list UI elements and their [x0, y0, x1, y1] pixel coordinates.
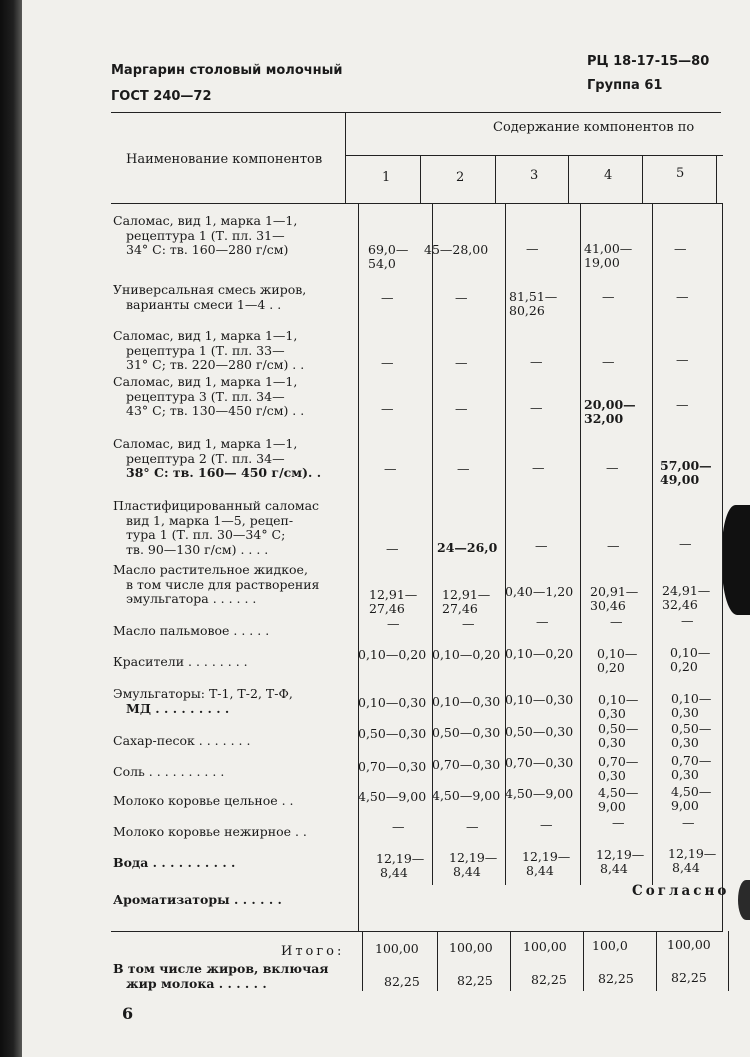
table-divider: [568, 155, 569, 203]
component-name: Ароматизаторы . . . . . .: [113, 892, 282, 907]
table-cell: 45—28,00: [424, 242, 489, 257]
table-cell: 20,91— 30,46: [590, 584, 639, 613]
table-cell: 0,50— 0,30: [671, 721, 712, 750]
component-name: Молоко коровье нежирное . .: [113, 824, 307, 839]
table-cell: 0,10—0,30: [505, 692, 574, 707]
table-cell: 41,00— 19,00: [584, 241, 633, 270]
table-cell: —: [392, 819, 405, 834]
component-name: Соль . . . . . . . . . .: [113, 764, 225, 779]
column-number: 1: [382, 170, 391, 185]
table-cell: 4,50—9,00: [505, 786, 574, 801]
table-cell: —: [530, 400, 543, 415]
page-number: 6: [122, 1004, 134, 1023]
fat-value: 82,25: [384, 974, 420, 989]
standard-code: ГОСТ 240—72: [111, 89, 212, 104]
table-divider: [345, 112, 346, 204]
group-label: Группа 61: [587, 78, 663, 93]
table-divider: [716, 155, 717, 203]
table-cell: 4,50—9,00: [358, 789, 427, 804]
component-name: Масло растительное жидкое, в том числе для растворения эмульгатора . . . . . .: [113, 562, 320, 606]
fat-value: 82,25: [457, 973, 493, 988]
table-cell: —: [535, 538, 548, 553]
table-divider: [580, 203, 581, 885]
table-cell: —: [676, 352, 689, 367]
table-cell: 0,70—0,30: [505, 755, 574, 770]
table-divider: [432, 203, 433, 885]
content-column-header: Содержание компонентов по: [493, 120, 695, 135]
table-cell: 0,10— 0,20: [597, 646, 638, 675]
table-cell: 0,10—0,30: [432, 694, 501, 709]
table-top-rule: [111, 112, 721, 113]
table-cell: 57,00— 49,00: [660, 458, 712, 487]
table-cell: 0,70— 0,30: [598, 754, 639, 783]
component-name: Масло пальмовое . . . . .: [113, 623, 270, 638]
merged-note: Согласно: [632, 883, 730, 899]
table-cell: —: [462, 616, 475, 631]
table-cell: —: [455, 290, 468, 305]
table-divider: [642, 155, 643, 203]
scan-blot: [738, 880, 750, 920]
table-cell: —: [526, 241, 539, 256]
table-cell: 0,10— 0,20: [670, 645, 711, 674]
table-cell: 0,50—0,30: [358, 726, 427, 741]
header-bottom-rule: [111, 203, 723, 204]
table-cell: —: [466, 819, 479, 834]
table-cell: —: [455, 401, 468, 416]
table-cell: —: [387, 616, 400, 631]
total-value: 100,0: [592, 938, 628, 953]
table-cell: —: [674, 241, 687, 256]
name-column-header: Наименование компонентов: [126, 152, 323, 167]
table-cell: —: [607, 538, 620, 553]
component-name: Саломас, вид 1, марка 1—1, рецептура 1 (Т. пл. 31— 34° С: тв. 160—280 г/см): [113, 213, 298, 257]
table-cell: —: [455, 355, 468, 370]
table-cell: —: [681, 613, 694, 628]
table-cell: —: [457, 461, 470, 476]
column-number: 3: [530, 168, 539, 183]
table-cell: 0,50— 0,30: [598, 721, 639, 750]
table-cell: —: [612, 815, 625, 830]
table-cell: —: [381, 401, 394, 416]
component-name: Пластифицированный саломас вид 1, марка 1—5, рецеп- тура 1 (Т. пл. 30—34° С; тв. 90—130 г/см) . . . .: [113, 498, 320, 557]
table-divider: [652, 203, 653, 885]
table-cell: 0,10—0,20: [505, 646, 574, 661]
table-cell: —: [386, 541, 399, 556]
table-cell: 12,19— 8,44: [376, 851, 425, 880]
table-cell: 12,19— 8,44: [668, 846, 717, 875]
table-cell: 0,70— 0,30: [671, 753, 712, 782]
table-divider: [510, 931, 511, 991]
table-cell: —: [530, 354, 543, 369]
table-cell: 69,0— 54,0: [368, 242, 409, 271]
table-cell: —: [536, 614, 549, 629]
table-divider: [656, 931, 657, 991]
table-cell: 4,50—9,00: [432, 788, 501, 803]
table-cell: —: [682, 815, 695, 830]
table-cell: —: [610, 614, 623, 629]
table-cell: —: [381, 355, 394, 370]
table-divider: [420, 155, 421, 203]
table-divider: [728, 931, 729, 991]
component-name: Красители . . . . . . . .: [113, 654, 248, 669]
column-number: 5: [676, 166, 685, 181]
table-cell: 0,10— 0,30: [598, 692, 639, 721]
fat-value: 82,25: [531, 972, 567, 987]
table-cell: —: [540, 817, 553, 832]
table-cell: 12,91— 27,46: [369, 587, 418, 616]
table-divider: [505, 203, 506, 885]
table-cell: 24—26,0: [437, 540, 498, 555]
table-cell: 24,91— 32,46: [662, 583, 711, 612]
table-cell: 4,50— 9,00: [598, 785, 639, 814]
table-cell: 0,10—0,20: [432, 647, 501, 662]
table-cell: —: [384, 461, 397, 476]
component-name: Вода . . . . . . . . . .: [113, 855, 236, 870]
table-cell: 0,10—0,30: [358, 695, 427, 710]
column-number: 2: [456, 170, 465, 185]
table-cell: 0,50—0,30: [432, 725, 501, 740]
table-divider: [437, 931, 438, 991]
table-cell: —: [676, 397, 689, 412]
table-cell: 0,40—1,20: [505, 584, 574, 599]
table-cell: 12,19— 8,44: [596, 847, 645, 876]
table-divider: [722, 203, 723, 931]
fat-value: 82,25: [598, 971, 634, 986]
doc-code: РЦ 18-17-15—80: [587, 54, 710, 69]
total-value: 100,00: [449, 940, 493, 955]
table-cell: —: [602, 289, 615, 304]
total-value: 100,00: [667, 937, 711, 952]
table-cell: 12,91— 27,46: [442, 587, 491, 616]
table-cell: 81,51— 80,26: [509, 289, 558, 318]
document-title: Маргарин столовый молочный: [111, 63, 343, 78]
table-cell: —: [602, 354, 615, 369]
table-cell: 0,70—0,30: [432, 757, 501, 772]
total-top-rule: [111, 931, 723, 932]
component-name: Саломас, вид 1, марка 1—1, рецептура 1 (Т. пл. 33— 31° С; тв. 220—280 г/см) . .: [113, 328, 305, 372]
component-name: Сахар-песок . . . . . . .: [113, 733, 251, 748]
table-cell: 12,19— 8,44: [449, 850, 498, 879]
table-cell: 4,50— 9,00: [671, 784, 712, 813]
column-number: 4: [604, 168, 613, 183]
total-label: Итого:: [281, 944, 345, 959]
table-cell: 20,00— 32,00: [584, 397, 636, 426]
table-divider: [362, 931, 363, 991]
component-name: Саломас, вид 1, марка 1—1, рецептура 2 (Т. пл. 34— 38° С: тв. 160— 450 г/см). .: [113, 436, 322, 480]
scan-blot: [722, 505, 750, 615]
table-divider: [583, 931, 584, 991]
total-value: 100,00: [523, 939, 567, 954]
component-name: Саломас, вид 1, марка 1—1, рецептура 3 (Т. пл. 34— 43° С; тв. 130—450 г/см) . .: [113, 374, 305, 418]
table-cell: —: [679, 536, 692, 551]
page-edge-shadow: [0, 0, 22, 1057]
component-name: Молоко коровье цельное . .: [113, 793, 294, 808]
table-cell: —: [676, 289, 689, 304]
table-cell: 12,19— 8,44: [522, 849, 571, 878]
total-value: 100,00: [375, 941, 419, 956]
component-name: Универсальная смесь жиров, варианты смеси 1—4 . .: [113, 282, 307, 312]
table-cell: —: [606, 460, 619, 475]
fat-value: 82,25: [671, 970, 707, 985]
table-divider: [358, 203, 359, 931]
table-cell: —: [381, 290, 394, 305]
table-cell: —: [532, 460, 545, 475]
table-cell: 0,10—0,20: [358, 647, 427, 662]
fat-label: В том числе жиров, включая жир молока . . . . . .: [113, 961, 329, 991]
content-header-rule: [345, 155, 723, 156]
table-cell: 0,50—0,30: [505, 724, 574, 739]
table-divider: [495, 155, 496, 203]
table-cell: 0,10— 0,30: [671, 691, 712, 720]
table-cell: 0,70—0,30: [358, 759, 427, 774]
component-name: Эмульгаторы: Т-1, Т-2, Т-Ф, МД . . . . . . . . .: [113, 686, 293, 716]
